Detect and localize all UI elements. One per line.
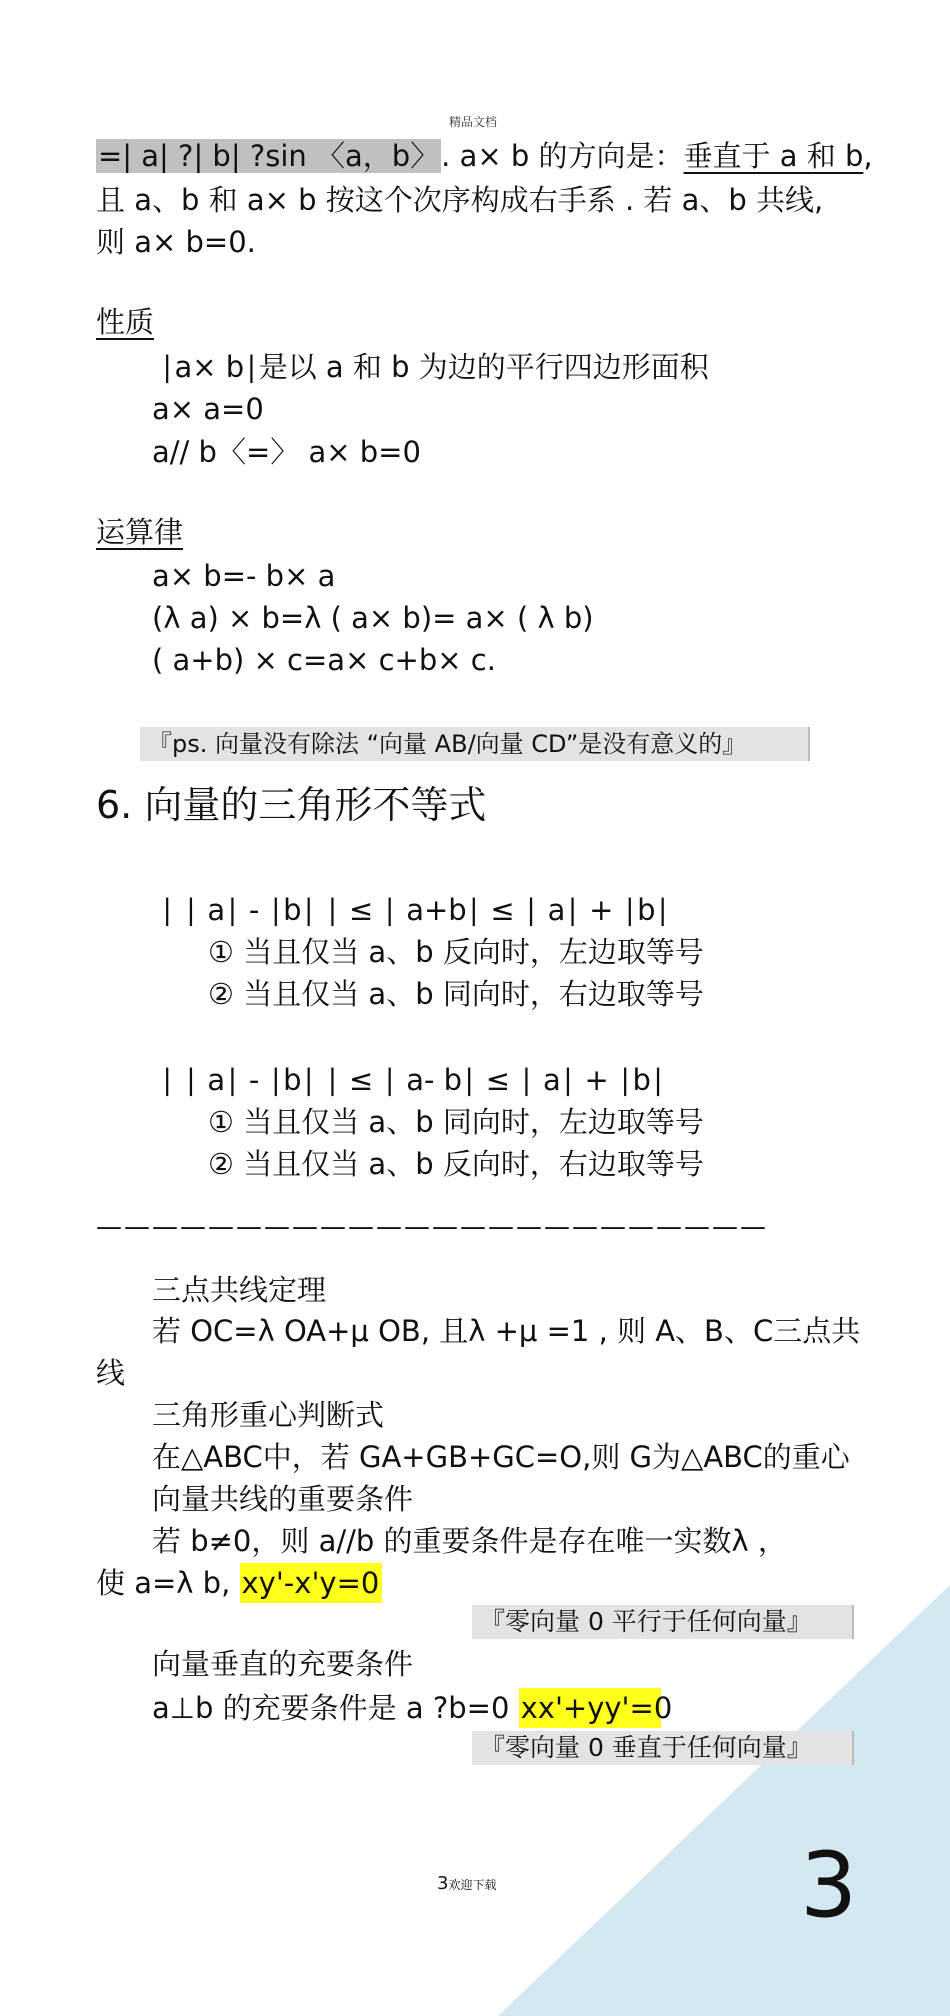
perpendicular-title: 向量垂直的充要条件 [152,1647,414,1681]
properties-title: 性质 [96,305,155,339]
inequality-1-condition-2: ② 当且仅当 a、b 同向时，右边取等号 [208,977,704,1011]
inequality-1: ∣ ∣ a∣ - ∣b∣ ∣ ≤ ∣ a+b∣ ≤ ∣ a∣ + ∣b∣ [160,893,671,927]
zero-vector-parallel-note: 『零向量 0 平行于任何向量』 [472,1605,854,1639]
page-header: 精品文档 [449,115,498,129]
property-item: a// b〈=〉 a× b=0 [152,435,421,469]
perpendicular-formula-highlight: xx'+yy'=0 [519,1688,661,1728]
law-item: (λ a) × b=λ ( a× b)= a× ( λ b) [152,601,594,635]
intro-line-3: 则 a× b=0. [96,225,256,259]
collinear-line-1: 若 OC=λ OA+μ OB, 且λ +μ =1 , 则 A、B、C三点共 [152,1314,861,1348]
property-item: ∣a× b∣是以 a 和 b 为边的平行四边形面积 [160,350,709,384]
intro-line-2: 且 a、b 和 a× b 按这个次序构成右手系 . 若 a、b 共线, [96,183,824,217]
parallel-line-1: 若 b≠0，则 a//b 的重要条件是存在唯一实数λ ， [152,1524,787,1558]
inequality-2: ∣ ∣ a∣ - ∣b∣ ∣ ≤ ∣ a- b∣ ≤ ∣ a∣ + ∣b∣ [160,1063,666,1097]
intro-line-1: =| a| ?| b| ?sin 〈a，b〉. a× b 的方向是：垂直于 a 和 b, [98,139,873,173]
collinear-title: 三点共线定理 [152,1273,327,1307]
section-6-title: 6. 向量的三角形不等式 [96,783,487,827]
inequality-1-condition-1: ① 当且仅当 a、b 反向时，左边取等号 [208,935,704,969]
inequality-2-condition-2: ② 当且仅当 a、b 反向时，右边取等号 [208,1147,704,1181]
zero-vector-perpendicular-note: 『零向量 0 垂直于任何向量』 [472,1731,854,1765]
centroid-line: 在△ABC中，若 GA+GB+GC=O,则 G为△ABC的重心 [152,1440,850,1474]
laws-title: 运算律 [96,515,184,549]
parallel-formula-highlight: xy'-x'y=0 [240,1563,382,1603]
ps-note: 『ps. 向量没有除法 “向量 AB/向量 CD”是没有意义的』 [140,727,810,761]
divider: ———————————————————————— [96,1212,768,1242]
page-footer: 3欢迎下载 [437,1873,497,1894]
law-item: a× b=- b× a [152,559,336,593]
perpendicular-underline: 垂直于 a 和 b [683,139,864,173]
page-number: 3 [800,1833,858,1938]
inequality-2-condition-1: ① 当且仅当 a、b 同向时，左边取等号 [208,1105,704,1139]
property-item: a× a=0 [152,392,264,426]
law-item: ( a+b) × c=a× c+b× c. [152,643,496,677]
centroid-title: 三角形重心判断式 [152,1398,385,1432]
parallel-title: 向量共线的重要条件 [152,1482,414,1516]
magnitude-formula-highlight: =| a| ?| b| ?sin 〈a，b〉 [98,139,440,173]
collinear-line-2: 线 [96,1356,126,1390]
perpendicular-line: a⊥b 的充要条件是 a ?b=0 xx'+yy'=0 [152,1688,661,1728]
parallel-line-2: 使 a=λ b, xy'-x'y=0 [96,1563,382,1603]
